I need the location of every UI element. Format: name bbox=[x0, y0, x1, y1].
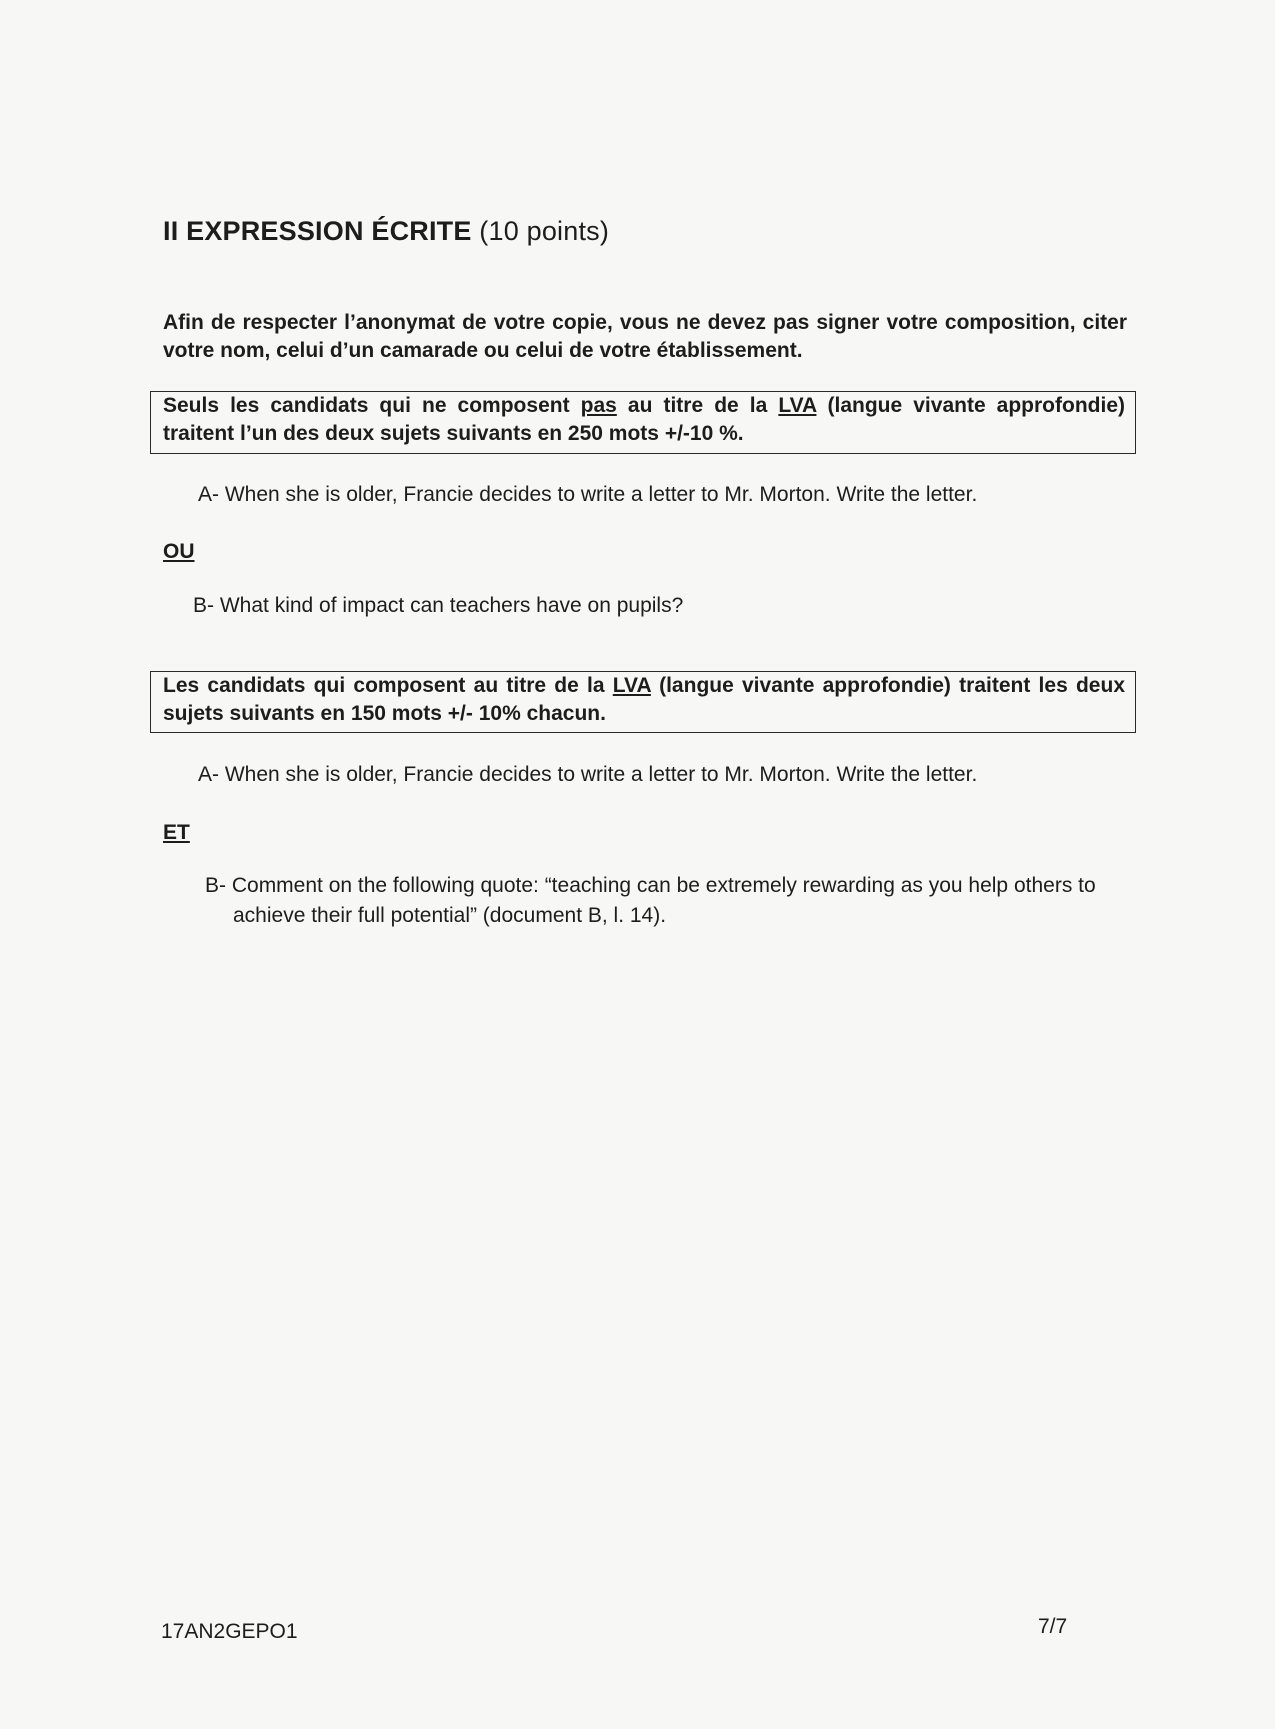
non-lva-underlined-pas: pas bbox=[580, 394, 617, 417]
conjunction-ou: OU bbox=[163, 540, 195, 563]
non-lva-text-2: au titre de la bbox=[616, 394, 779, 417]
section-heading-points: (10 points) bbox=[479, 216, 610, 246]
section-heading-title: II EXPRESSION ÉCRITE bbox=[163, 216, 472, 246]
subject-a-non-lva bbox=[198, 480, 977, 510]
subject-b-lva bbox=[205, 871, 1135, 931]
subject-a-lva bbox=[198, 760, 977, 790]
exam-code: 17AN2GEPO1 bbox=[161, 1620, 298, 1643]
subject-b-lva-text: Comment on the following quote: “teaching can be extremely rewarding as you help others to achieve their full potential” (document B, l. 14). bbox=[231, 874, 1096, 927]
subject-b-label: B- bbox=[193, 594, 214, 617]
subject-a-lva-label: A- bbox=[198, 763, 219, 786]
lva-instruction-box bbox=[150, 671, 1136, 733]
subject-a-label: A- bbox=[198, 483, 219, 506]
non-lva-underlined-lva: LVA bbox=[778, 394, 817, 417]
page-number: 7/7 bbox=[1038, 1615, 1068, 1638]
section-heading bbox=[163, 214, 609, 248]
lva-text-2: (langue vivante approfondie) traitent les deux sujets suivants en 150 mots +/- 10% chacun. bbox=[163, 674, 1125, 725]
subject-b-non-lva bbox=[193, 591, 683, 621]
non-lva-text-1: Seuls les candidats qui ne composent bbox=[163, 394, 581, 417]
non-lva-instruction-box bbox=[150, 391, 1136, 454]
subject-a-lva-text: When she is older, Francie decides to write a letter to Mr. Morton. Write the letter. bbox=[224, 763, 978, 786]
subject-a-text: When she is older, Francie decides to write a letter to Mr. Morton. Write the letter. bbox=[224, 483, 978, 506]
subject-b-text: What kind of impact can teachers have on pupils? bbox=[219, 594, 684, 617]
lva-text-1: Les candidats qui composent au titre de la bbox=[163, 674, 613, 697]
subject-b-lva-content bbox=[205, 871, 1135, 931]
subject-b-lva-label: B- bbox=[205, 874, 226, 897]
anonymity-instruction: Afin de respecter l’anonymat de votre copie, vous ne devez pas signer votre composition, citer votre nom, celui d’un camarade ou celui de votre établissement. bbox=[163, 311, 1127, 362]
non-lva-text-3: (langue vivante approfondie) traitent l’un des deux sujets suivants en 250 mots +/-10 %. bbox=[163, 394, 1125, 445]
conjunction-et: ET bbox=[163, 821, 190, 844]
lva-underlined-lva: LVA bbox=[612, 674, 651, 697]
